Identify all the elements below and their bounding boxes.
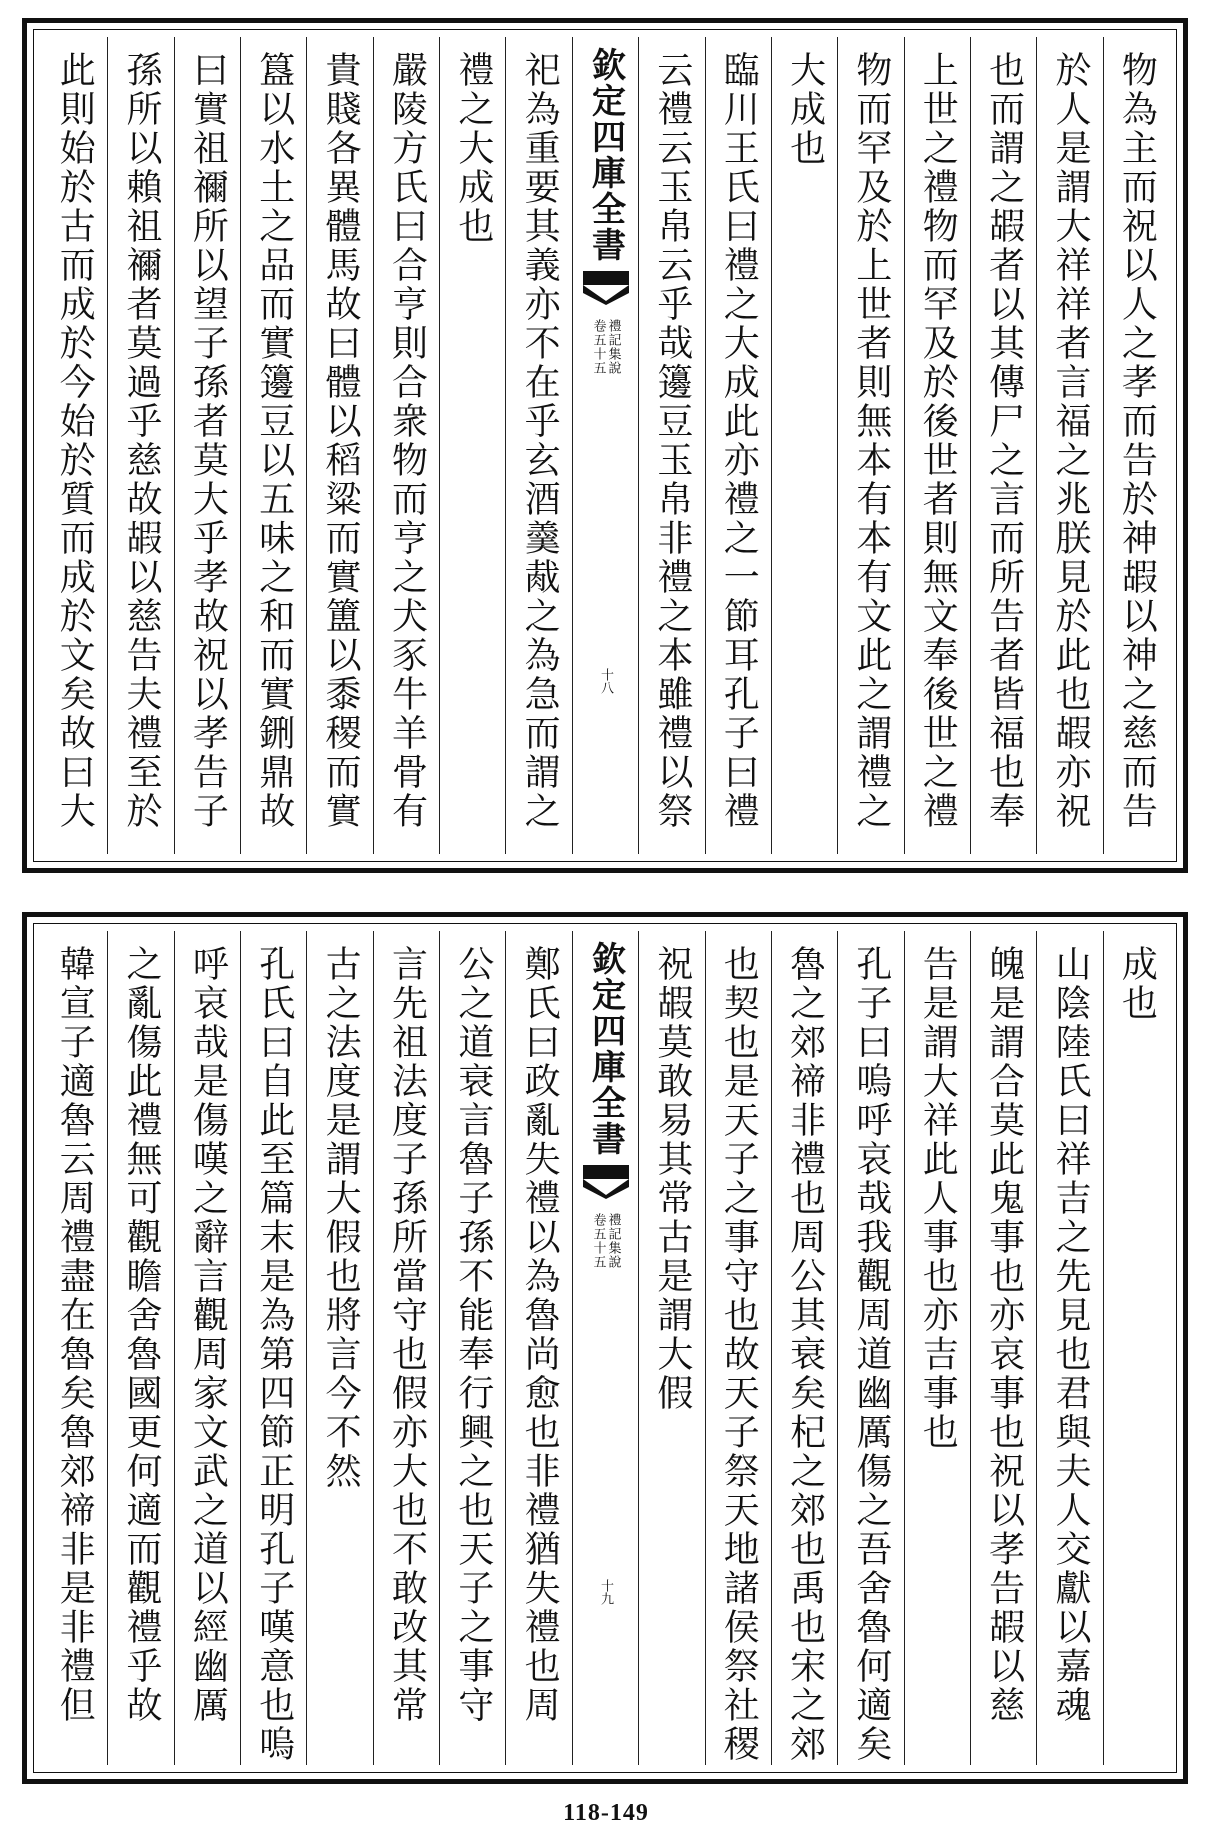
text-column: 也而謂之嘏者以其傳尸之言而所告者皆福也奉	[970, 37, 1036, 854]
text-column: 此則始於古而成於今始於質而成於文矣故曰大	[54, 51, 96, 831]
text-column: 禮之大成也	[439, 37, 505, 854]
fishtail-mark-icon	[583, 1165, 629, 1199]
fishtail-mark-icon	[583, 271, 629, 305]
text-column: 祝嘏莫敢易其常古是謂大假	[638, 931, 704, 1765]
juan-number: 卷五十五	[590, 319, 606, 375]
text-column: 孔氏曰自此至篇末是為第四節正明孔子嘆意也嗚	[240, 931, 306, 1765]
folio-number: 十九	[598, 1579, 613, 1605]
text-column: 言先祖法度子孫所當守也假亦大也不敢改其常	[373, 931, 439, 1765]
folio-number: 十八	[598, 668, 613, 694]
work-title: 禮記集說	[605, 1213, 621, 1269]
text-column: 公之道衰言魯子孫不能奉行興之也天子之事守	[439, 931, 505, 1765]
text-column: 之亂傷此禮無可觀瞻舍魯國更何適而觀禮乎故	[107, 931, 173, 1765]
text-column: 韓宣子適魯云周禮盡在魯矣魯郊禘非是非禮但	[54, 945, 96, 1725]
text-column: 嚴陵方氏曰合亨則合衆物而亨之犬豕牛羊骨有	[373, 37, 439, 854]
text-column: 魄是謂合莫此鬼事也亦哀事也祝以孝告嘏以慈	[970, 931, 1036, 1765]
lower-page-columns	[41, 931, 1169, 1765]
text-column: 物而罕及於上世者則無本有本有文此之謂禮之	[837, 37, 903, 854]
juan-number: 卷五十五	[590, 1213, 606, 1269]
fold-meta	[592, 319, 620, 375]
text-column: 貴賤各異體馬故曰體以稻粱而實簠以黍稷而實	[306, 37, 372, 854]
text-column: 於人是謂大祥祥者言福之兆朕見於此也嘏亦祝	[1036, 37, 1102, 854]
text-column: 孔子曰嗚呼哀哉我觀周道幽厲傷之吾舍魯何適矣	[837, 931, 903, 1765]
book-title: 欽定四庫全書	[585, 941, 626, 1157]
text-column: 云禮云玉帛云乎哉籩豆玉帛非禮之本雖禮以祭	[638, 37, 704, 854]
upper-page-columns	[41, 37, 1169, 854]
text-column: 告是謂大祥此人事也亦吉事也	[904, 931, 970, 1765]
text-column: 成也	[1103, 931, 1169, 1765]
fold-meta	[592, 1213, 620, 1269]
upper-page	[22, 18, 1188, 873]
lower-page	[22, 912, 1188, 1784]
book-title: 欽定四庫全書	[585, 47, 626, 263]
text-column: 也契也是天子之事守也故天子祭天地諸侯祭社稷	[705, 931, 771, 1765]
work-title: 禮記集說	[605, 319, 621, 375]
text-column: 呼哀哉是傷嘆之辭言觀周家文武之道以經幽厲	[174, 931, 240, 1765]
text-column: 古之法度是謂大假也將言今不然	[306, 931, 372, 1765]
text-column: 大成也	[771, 37, 837, 854]
center-fold	[572, 931, 638, 1765]
text-column: 山陰陸氏曰祥吉之先見也君與夫人交獻以嘉魂	[1036, 931, 1102, 1765]
text-column: 上世之禮物而罕及於後世者則無文奉後世之禮	[904, 37, 970, 854]
page-number: 118-149	[563, 1800, 649, 1826]
text-column: 孫所以賴祖禰者莫過乎慈故嘏以慈告夫禮至於	[107, 37, 173, 854]
text-column: 曰實祖禰所以望子孫者莫大乎孝故祝以孝告子	[174, 37, 240, 854]
text-column: 魯之郊禘非禮也周公其衰矣杞之郊也禹也宋之郊	[771, 931, 837, 1765]
text-column: 臨川王氏曰禮之大成此亦禮之一節耳孔子曰禮	[705, 37, 771, 854]
text-column: 鄭氏曰政亂失禮以為魯尚愈也非禮猶失禮也周	[505, 931, 571, 1765]
center-fold	[572, 37, 638, 854]
text-column: 物為主而祝以人之孝而告於神嘏以神之慈而告	[1103, 37, 1169, 854]
text-column: 簋以水土之品而實籩豆以五味之和而實鉶鼎故	[240, 37, 306, 854]
text-column: 祀為重要其義亦不在乎玄酒羹胾之為急而謂之	[505, 37, 571, 854]
